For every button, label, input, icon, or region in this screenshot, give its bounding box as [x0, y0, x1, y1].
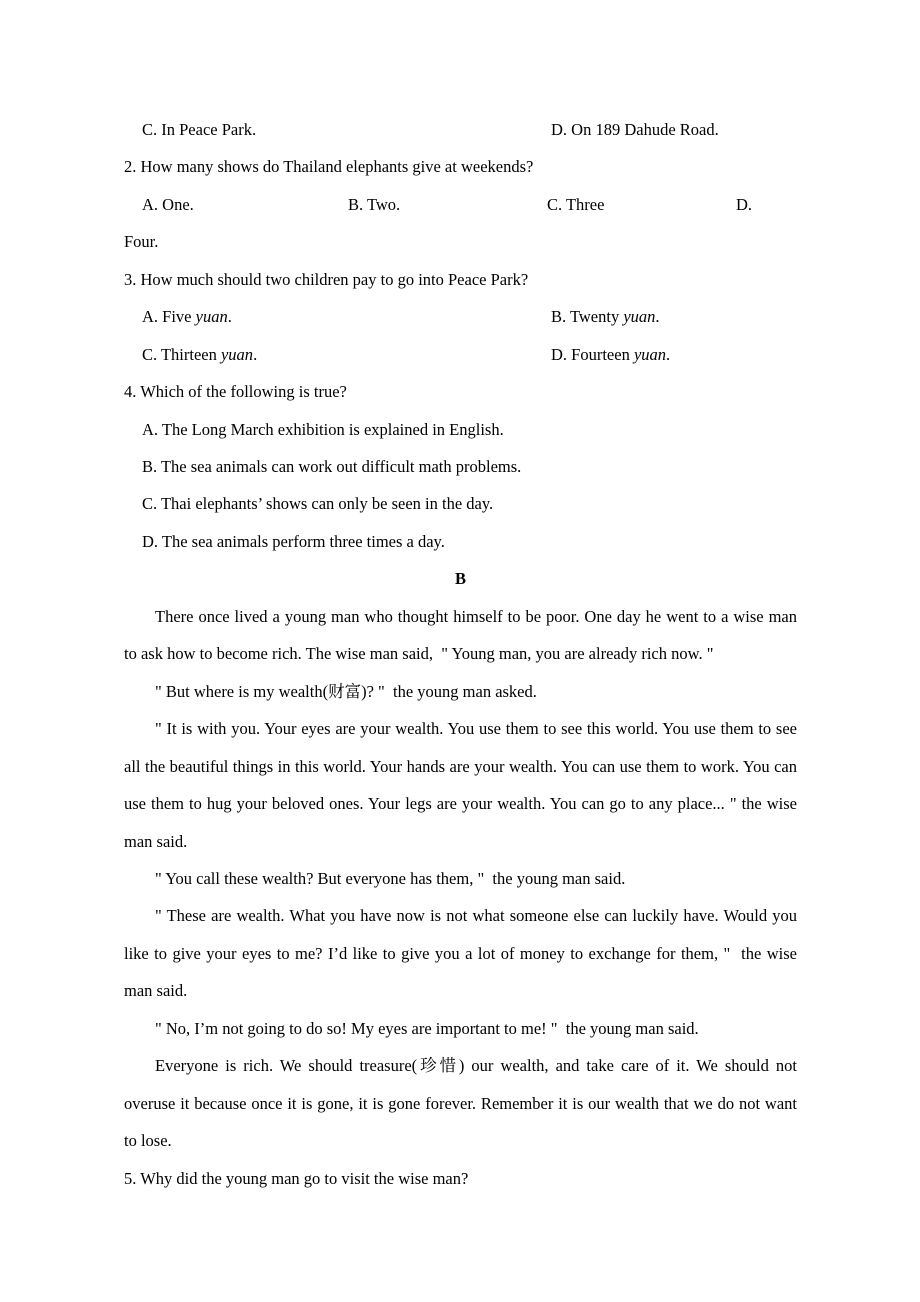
- q3-options-row-2: [124, 336, 797, 373]
- passage-paragraph-7: Everyone is rich. We should treasure(珍惜) our wealth, and take care of it. We should not overuse it because once it is gone, it is gone forever. Remember it is our wealth that we do not want to lose.: [124, 1056, 802, 1151]
- q3-option-c: [142, 336, 257, 373]
- passage-paragraph-5: " These are wealth. What you have now is not what someone else can luckily have. Would you like to give your eyes to me? I’d like to give you a lot of money to exchange for them, " the wise man said.: [124, 906, 802, 1001]
- q3-option-b: [551, 298, 660, 335]
- q2-stem: 2. How many shows do Thailand elephants give at weekends?: [124, 157, 534, 177]
- q3-option-d-post: .: [666, 344, 671, 364]
- q3-option-b-post: .: [655, 307, 660, 327]
- q1-options-row: [124, 111, 797, 148]
- q3-option-a-italic: yuan: [195, 307, 228, 327]
- q4-option-c: C. Thai elephants’ shows can only be seen in the day.: [142, 494, 494, 514]
- q4-option-d: D. The sea animals perform three times a day.: [142, 531, 445, 551]
- q3-option-d: [551, 336, 670, 373]
- q5-stem: 5. Why did the young man go to visit the wise man?: [124, 1168, 469, 1188]
- q4-option-a: A. The Long March exhibition is explained in English.: [142, 419, 504, 439]
- q3-options-row-1: [124, 298, 797, 335]
- q2-option-c: C. Three: [547, 194, 605, 214]
- q3-stem: 3. How much should two children pay to go into Peace Park?: [124, 269, 529, 289]
- passage-paragraph-2: " But where is my wealth(财富)? " the young man asked.: [155, 681, 537, 701]
- q3-option-a-post: .: [227, 307, 232, 327]
- q3-option-d-pre: D. Fourteen: [551, 344, 634, 364]
- q3-option-a-pre: A. Five: [142, 307, 196, 327]
- passage-paragraph-3: " It is with you. Your eyes are your wealth. You use them to see this world. You use them to see all the beautiful things in this world. Your hands are your wealth. You can use them to work. You can use them to hug your beloved ones. Your legs are your wealth. You can go to any place... " the wise man said.: [124, 719, 802, 851]
- q3-option-c-italic: yuan: [220, 344, 254, 364]
- q2-option-b: B. Two.: [348, 194, 401, 214]
- q3-option-a: [142, 298, 232, 335]
- q3-option-d-italic: yuan: [633, 344, 667, 364]
- q3-option-c-post: .: [253, 344, 258, 364]
- section-b-heading: B: [454, 569, 466, 589]
- q2-option-d-overflow: Four.: [124, 232, 159, 252]
- q3-option-b-italic: yuan: [623, 307, 656, 327]
- passage-paragraph-6: " No, I’m not going to do so! My eyes are important to me! " the young man said.: [155, 1018, 699, 1038]
- q2-options-row: [124, 186, 797, 223]
- passage-paragraph-1: There once lived a young man who thought himself to be poor. One day he went to a wise man to ask how to become rich. The wise man said, " Young man, you are already rich now. ": [124, 606, 802, 664]
- q3-option-b-pre: B. Twenty: [551, 307, 624, 327]
- exam-content: [124, 111, 802, 1197]
- q2-option-d: D.: [736, 194, 753, 214]
- q4-stem: 4. Which of the following is true?: [124, 382, 347, 402]
- q2-option-a: A. One.: [142, 194, 194, 214]
- q1-option-c: C. In Peace Park.: [142, 120, 257, 139]
- q1-option-d: D. On 189 Dahude Road.: [551, 120, 719, 139]
- q3-option-c-pre: C. Thirteen: [142, 344, 221, 364]
- passage-paragraph-4: " You call these wealth? But everyone has them, " the young man said.: [155, 869, 626, 888]
- q4-option-b: B. The sea animals can work out difficult math problems.: [142, 457, 522, 477]
